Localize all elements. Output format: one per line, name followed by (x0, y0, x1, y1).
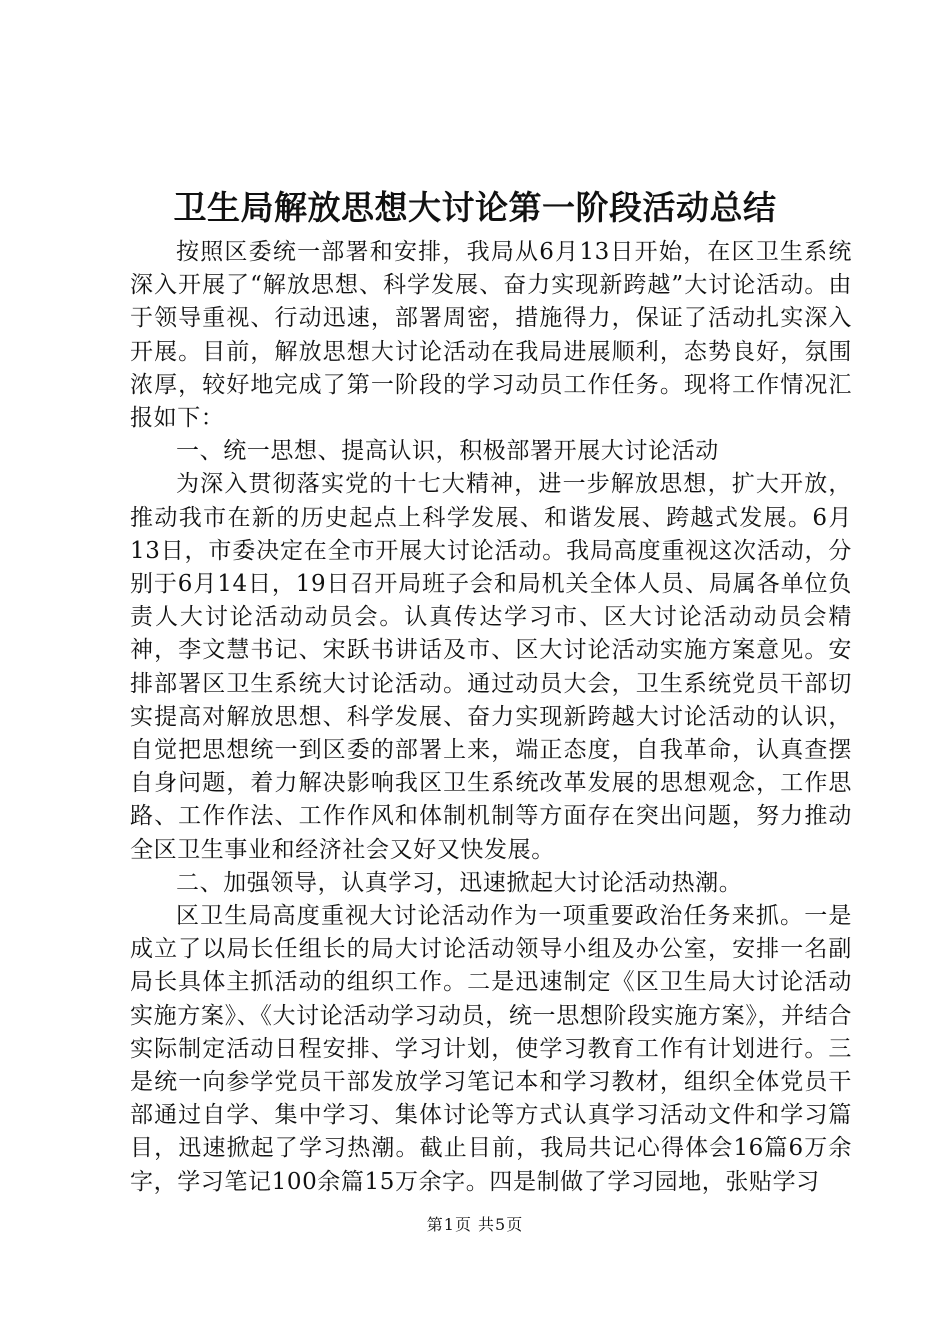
paragraph-section-1: 为深入贯彻落实党的十七大精神，进一步解放思想，扩大开放，推动我市在新的历史起点上科学发展、和谐发展、跨越式发展。6月13日，市委决定在全市开展大讨论活动。我局高度重视这次活动，分别于6月14日，19日召开局班子会和局机关全体人员、局属各单位负责人大讨论活动动员会。认真传达学习市、区大讨论活动动员会精神，李文慧书记、宋跃书讲话及市、区大讨论活动实施方案意见。安排部署区卫生系统大讨论活动。通过动员大会，卫生系统党员干部切实提高对解放思想、科学发展、奋力实现新跨越大讨论活动的认识，自觉把思想统一到区委的部署上来，端正态度，自我革命，认真查摆自身问题，着力解决影响我区卫生系统改革发展的思想观念，工作思路、工作作法、工作作风和体制机制等方面存在突出问题，努力推动全区卫生事业和经济社会又好又快发展。 (130, 471, 852, 863)
paragraph-section-2: 区卫生局高度重视大讨论活动作为一项重要政治任务来抓。一是成立了以局长任组长的局大讨论活动领导小组及办公室，安排一名副局长具体主抓活动的组织工作。二是迅速制定《区卫生局大讨论活动实施方案》、《大讨论活动学习动员，统一思想阶段实施方案》，并结合实际制定活动日程安排、学习计划，使学习教育工作有计划进行。三是统一向参学党员干部发放学习笔记本和学习教材，组织全体党员干部通过自学、集中学习、集体讨论等方式认真学习活动文件和学习篇目，迅速掀起了学习热潮。截止目前，我局共记心得体会16篇6万余字，学习笔记100余篇15万余字。四是制做了学习园地，张贴学习 (130, 903, 852, 1195)
section-heading-2: 二、加强领导，认真学习，迅速掀起大讨论活动热潮。 (176, 869, 743, 896)
page-number-footer: 第1页 共5页 (426, 1215, 524, 1234)
section-heading-1: 一、统一思想、提高认识，积极部署开展大讨论活动 (176, 438, 719, 465)
document-body (130, 236, 852, 1199)
paragraph-intro: 按照区委统一部署和安排，我局从6月13日开始，在区卫生系统深入开展了“解放思想、科学发展、奋力实现新跨越”大讨论活动。由于领导重视、行动迅速，部署周密，措施得力，保证了活动扎实深入开展。目前，解放思想大讨论活动在我局进展顺利，态势良好，氛围浓厚，较好地完成了第一阶段的学习动员工作任务。现将工作情况汇报如下： (130, 239, 852, 432)
document-title: 卫生局解放思想大讨论第一阶段活动总结 (173, 188, 777, 227)
